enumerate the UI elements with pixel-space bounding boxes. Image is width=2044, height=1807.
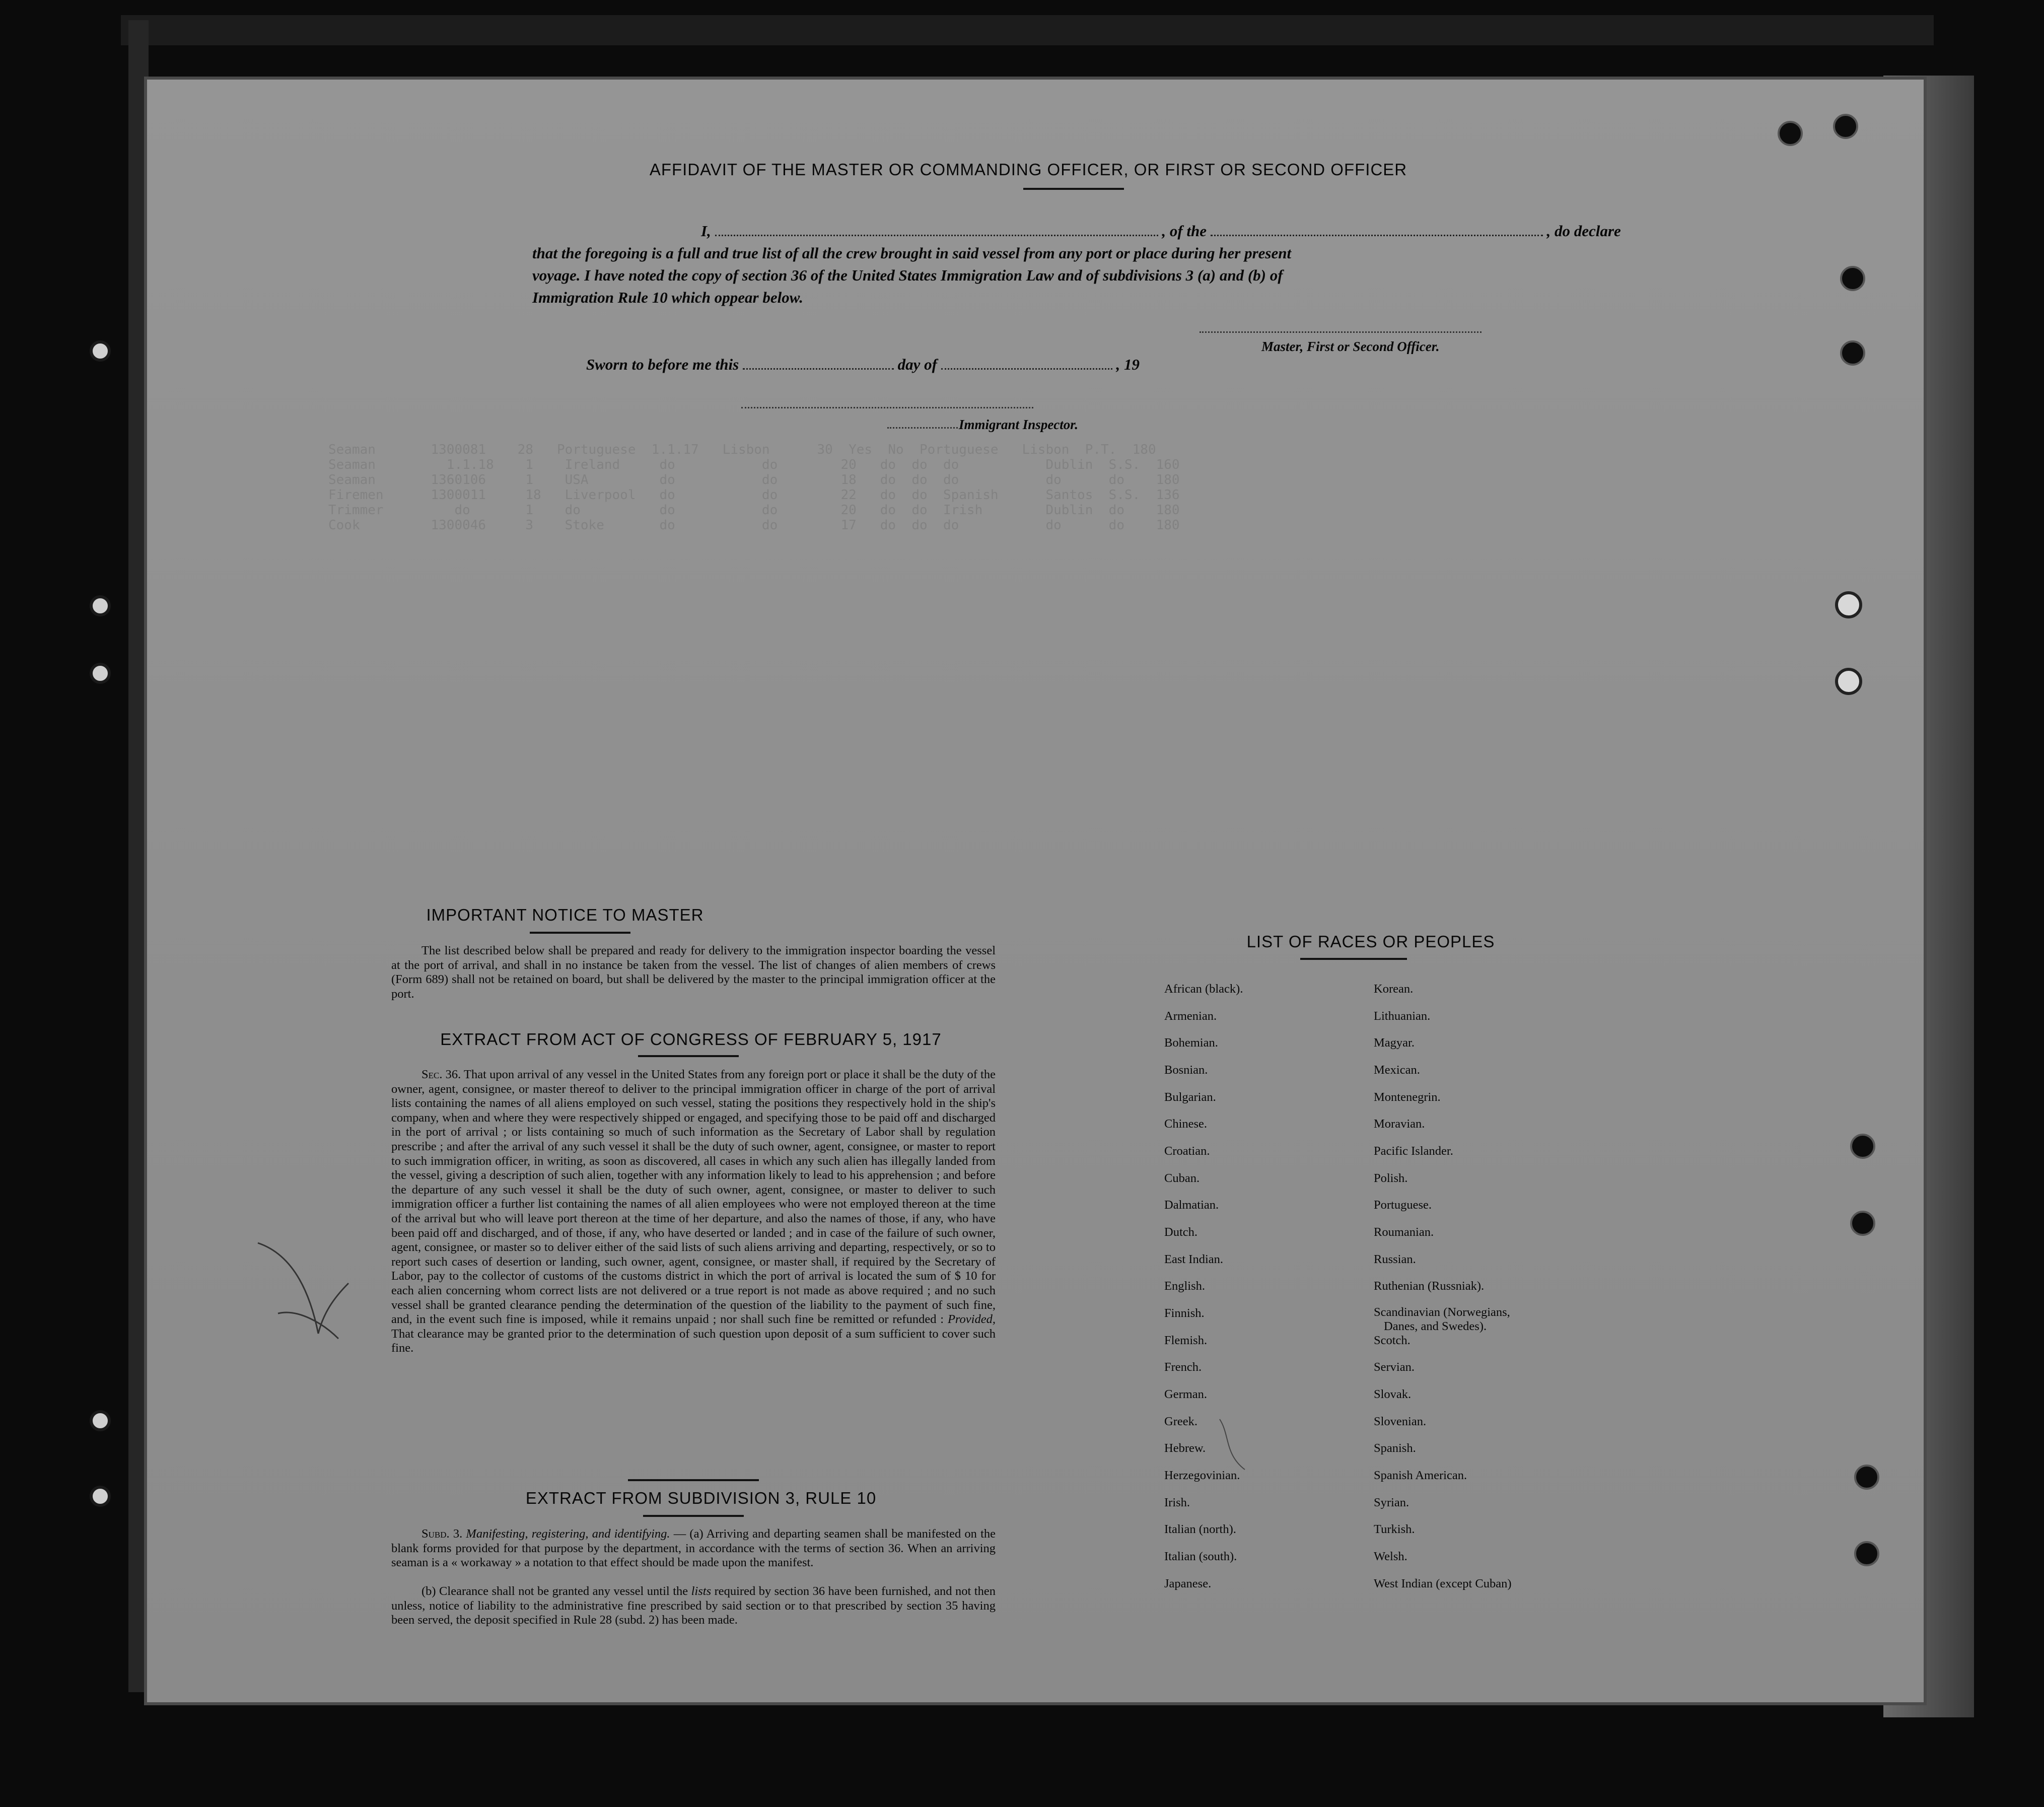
- race-item: Croatian.: [1164, 1144, 1210, 1158]
- subd-b-text: required by section 36 have been furnished, and not then unless, notice of liability to the administrative fine prescribed by said section or to that prescribed by section 35 having been served, the deposit specified in Rule 28 (subd. 2) has been made.: [391, 1584, 996, 1627]
- race-item: Portuguese.: [1374, 1198, 1432, 1212]
- race-item: Turkish.: [1374, 1522, 1415, 1536]
- pencil-mark: [1215, 1414, 1255, 1475]
- race-item: Chinese.: [1164, 1117, 1208, 1131]
- punch-hole: [1850, 1211, 1875, 1236]
- race-item: Italian (south).: [1164, 1550, 1237, 1563]
- race-item: Irish.: [1164, 1496, 1190, 1509]
- race-item: Dalmatian.: [1164, 1198, 1219, 1212]
- punch-hole: [90, 663, 111, 684]
- race-item: Italian (north).: [1164, 1522, 1236, 1536]
- inspector-signature-label: Immigrant Inspector.: [959, 417, 1079, 432]
- race-item: Bosnian.: [1164, 1063, 1208, 1077]
- master-signature-label: Master, First or Second Officer.: [1261, 339, 1440, 354]
- affidavit-line-4: Immigration Rule 10 which oppear below.: [532, 289, 803, 306]
- extract2-title-rule: [643, 1515, 744, 1517]
- do-declare-label: , do declare: [1546, 222, 1621, 240]
- race-item: Moravian.: [1374, 1117, 1425, 1131]
- master-signature-line[interactable]: [1200, 331, 1482, 333]
- sworn-day-field[interactable]: [743, 368, 894, 370]
- race-item: Spanish American.: [1374, 1469, 1467, 1482]
- race-item: Syrian.: [1374, 1496, 1409, 1509]
- punch-hole: [1850, 1134, 1875, 1159]
- sworn-label: Sworn to before me this: [586, 356, 739, 373]
- sworn-month-field[interactable]: [941, 368, 1112, 370]
- notice-title-rule: [530, 932, 630, 934]
- race-item: Ruthenian (Russniak).: [1374, 1279, 1485, 1293]
- race-item: Pacific Islander.: [1374, 1144, 1453, 1158]
- race-item: Servian.: [1374, 1360, 1415, 1374]
- race-item: Bohemian.: [1164, 1036, 1218, 1050]
- punch-hole: [1854, 1465, 1879, 1490]
- i-label: I,: [701, 222, 711, 240]
- race-item: Lithuanian.: [1374, 1009, 1431, 1023]
- extract2-b-text: [391, 1584, 996, 1628]
- punch-hole: [1835, 591, 1862, 618]
- sec-36-text-end: That clearance may be granted prior to the determination of such question upon deposit of a sum sufficient to cover such fine.: [391, 1327, 996, 1355]
- race-item: Dutch.: [1164, 1225, 1197, 1239]
- race-item: Magyar.: [1374, 1036, 1415, 1050]
- punch-hole: [1840, 266, 1865, 291]
- inspector-line-lower[interactable]: [887, 427, 958, 429]
- race-item: Hebrew.: [1164, 1441, 1206, 1455]
- affidavit-line-3: voyage. I have noted the copy of section 36 of the United States Immigration Law and of subdivisions 3 (a) and (b) of: [532, 266, 1283, 284]
- race-item: East Indian.: [1164, 1253, 1224, 1266]
- race-item: Herzegovinian.: [1164, 1469, 1240, 1482]
- punch-hole: [1778, 121, 1803, 146]
- race-item: Finnish.: [1164, 1306, 1205, 1320]
- punch-hole: [1835, 668, 1862, 695]
- race-item: Polish.: [1374, 1171, 1408, 1185]
- race-item: Russian.: [1374, 1253, 1416, 1266]
- folder-edge-left: [128, 20, 149, 1692]
- race-item: West Indian (except Cuban): [1374, 1577, 1512, 1590]
- punch-hole: [90, 1486, 111, 1507]
- extract2-top-rule: [628, 1479, 759, 1481]
- race-item: Flemish.: [1164, 1334, 1208, 1347]
- race-item: Mexican.: [1374, 1063, 1420, 1077]
- of-the-label: , of the: [1162, 222, 1207, 240]
- punch-hole: [1854, 1541, 1879, 1566]
- day-of-label: day of: [897, 356, 937, 373]
- punch-hole: [90, 595, 111, 616]
- notice-title: IMPORTANT NOTICE TO MASTER: [426, 906, 704, 924]
- race-item: German.: [1164, 1387, 1208, 1401]
- races-title-rule: [1300, 958, 1407, 960]
- race-item: African (black).: [1164, 982, 1243, 996]
- affidavit-line-2: that the foregoing is a full and true list of all the crew brought in said vessel from any port or place during her present: [532, 244, 1292, 262]
- sec-36-text: That upon arrival of any vessel in the United States from any foreign port or place it shall be the duty of the owner, agent, consignee, or master thereof to deliver to the principal immigration officer in charge of the port of arrival lists containing the names of all aliens employed on such vessel, stating the positions they respectively hold in the ship's company, when and where they were respectively shipped or engaged, and specifying those to be paid off and discharged in the port of arrival ; or lists containing so much of such information as the Secretary of Labor shall by regulation prescribe ; and after the arrival of any such vessel it shall be the duty of such owner, agent, consignee, or master to report to such immigration officer, in writing, as soon as discovered, all cases in which any such alien has illegally landed from the vessel, giving a description of such alien, together with any information likely to lead to his apprehension ; and before the departure of any such vessel it shall be the duty of such owner, agent, consignee, or master to deliver to such immigration officer a further list containing the names of all alien employees who were not employed thereon at the time of the arrival but who will leave port thereon at the time of her departure, and also the names of those, if any, who have been paid off and discharged, and of those, if any, who have deserted or landed ; and in case of the failure of such owner, agent, consignee, or master so to deliver either of the said lists of such aliens arriving and departing, respectively, or so to report such cases of desertion or landing, such owner, agent, consignee, or master shall, if required by the Secretary of Labor, pay to the collector of customs of the customs district in which the port of arrival is located the sum of $ 10 for each alien concerning whom correct lists are not delivered or a true report is not made as above required ; and no such vessel shall be granted clearance pending the determination of the question of the liability to the payment of such fine, and, in the event such fine is imposed, while it remains unpaid ; nor shall such fine be remitted or refunded :: [391, 1068, 996, 1327]
- race-item: Roumanian.: [1374, 1225, 1434, 1239]
- extract2-title: EXTRACT FROM SUBDIVISION 3, RULE 10: [525, 1489, 877, 1507]
- extract1-title: EXTRACT FROM ACT OF CONGRESS OF FEBRUARY 5, 1917: [440, 1030, 942, 1049]
- folder-edge-top: [121, 15, 1934, 45]
- subd-b-lists: lists: [691, 1584, 712, 1598]
- race-item: English.: [1164, 1279, 1205, 1293]
- notice-text: The list described below shall be prepared and ready for delivery to the immigration inspector boarding the vessel at the port of arrival, and shall in no instance be taken from the vessel. The list of changes of alien members of crews (Form 689) shall not be retained on board, but shall be delivered by the master to the principal immigration officer at the port.: [391, 944, 996, 1001]
- races-title: LIST OF RACES OR PEOPLES: [1246, 932, 1495, 951]
- race-item: Japanese.: [1164, 1577, 1212, 1590]
- race-item: Slovak.: [1374, 1387, 1412, 1401]
- affidavit-title-rule: [1023, 188, 1124, 190]
- punch-hole: [1840, 340, 1865, 366]
- vessel-field[interactable]: [1211, 235, 1543, 236]
- subd-label: Subd. 3.: [421, 1527, 463, 1541]
- affidavit-line-1: [701, 222, 1621, 240]
- subd-title: Manifesting, registering, and identifying.: [466, 1527, 670, 1541]
- sec-label: Sec. 36.: [421, 1068, 461, 1081]
- punch-hole: [90, 340, 111, 362]
- sworn-line: [586, 356, 1140, 374]
- provided-label: Provided,: [947, 1312, 996, 1327]
- pencil-mark: [248, 1223, 379, 1354]
- race-item: Slovenian.: [1374, 1415, 1427, 1428]
- punch-hole: [90, 1410, 111, 1431]
- race-item: Armenian.: [1164, 1009, 1217, 1023]
- bleed-through: Seaman 1300081 28 Portuguese 1.1.17 Lisbon 30 Yes No Portuguese Lisbon P.T. 180 Seaman 1.1.18 1 Ireland do do 20 do do do Dublin S.S. 160 Seaman 1360106 1 USA do do 18 do do do do do 180 Firemen 1300011 18 Liverpool do do 22 do do Spanish Santos S.S. 136 Trimmer do 1 do do do 20 do do Irish Dublin do 180 Cook 1300046 3 Stoke do do 17 do do do do do 180: [328, 442, 1180, 533]
- inspector-line-upper[interactable]: [741, 407, 1033, 408]
- name-field[interactable]: [715, 235, 1158, 236]
- extract1-text: [391, 1068, 996, 1356]
- race-item: Bulgarian.: [1164, 1090, 1216, 1104]
- extract1-title-rule: [638, 1055, 739, 1057]
- subd-b-start: (b) Clearance shall not be granted any vessel until the: [421, 1584, 688, 1598]
- race-item: Scotch.: [1374, 1334, 1411, 1347]
- race-item: Montenegrin.: [1374, 1090, 1441, 1104]
- race-item: Korean.: [1374, 982, 1414, 996]
- race-item: Cuban.: [1164, 1171, 1200, 1185]
- race-item-continuation: Danes, and Swedes).: [1384, 1319, 1487, 1333]
- race-item: Scandinavian (Norwegians,: [1374, 1305, 1510, 1319]
- manifest-page: [147, 80, 1924, 1702]
- subd-a-text: — (a) Arriving and departing seamen shall be manifested on the blank forms provided for that purpose by the department, in accordance with the terms of section 36. When an arriving seaman is a « workaway » a notation to that effect should be made upon the manifest.: [391, 1527, 996, 1570]
- race-item: Welsh.: [1374, 1550, 1407, 1563]
- race-item: Greek.: [1164, 1415, 1197, 1428]
- race-item: French.: [1164, 1360, 1202, 1374]
- punch-hole: [1833, 114, 1858, 139]
- affidavit-title: AFFIDAVIT OF THE MASTER OR COMMANDING OFFICER, OR FIRST OR SECOND OFFICER: [649, 160, 1407, 179]
- extract2-a-text: [391, 1527, 996, 1570]
- race-item: Spanish.: [1374, 1441, 1416, 1455]
- year-label: , 19: [1116, 356, 1140, 373]
